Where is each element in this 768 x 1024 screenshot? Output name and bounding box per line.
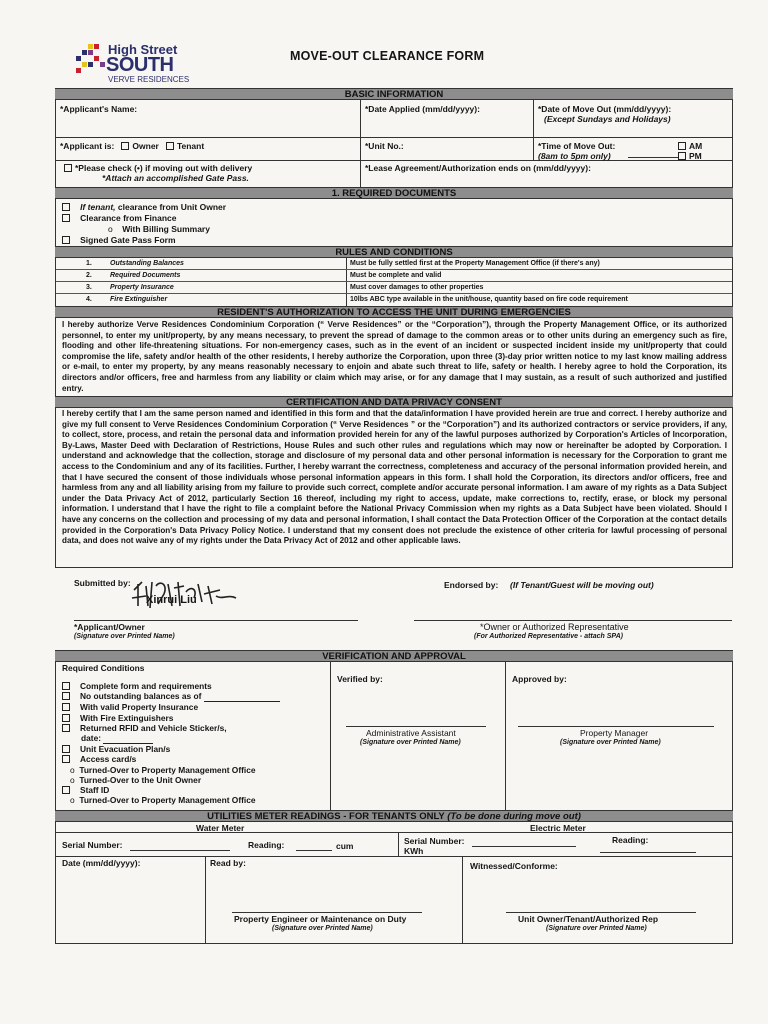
- witnessed-label: Witnessed/Conforme:: [470, 861, 558, 871]
- move-out-date-label: *Date of Move Out (mm/dd/yyyy):: [538, 104, 672, 114]
- tenant-checkbox[interactable]: [166, 142, 174, 150]
- rule-item: Fire Extinguisher: [110, 296, 168, 303]
- water-meter-label: Water Meter: [196, 823, 245, 833]
- rep-label: *Owner or Authorized Representative: [480, 622, 629, 632]
- rule-row: [56, 282, 732, 294]
- unit-no-field[interactable]: [365, 141, 404, 151]
- conditions-list: [62, 681, 280, 805]
- rule-text: Must be fully settled first at the Property Management Office (if there's any): [350, 260, 600, 267]
- divider: [55, 856, 733, 857]
- basic-info-header: BASIC INFORMATION: [55, 88, 733, 100]
- admin-asst-sub: (Signature over Printed Name): [360, 739, 461, 746]
- rule-number: 1.: [86, 260, 92, 267]
- rule-number: 3.: [86, 284, 92, 291]
- rep-signature-line: [414, 620, 732, 621]
- condition-item[interactable]: [62, 754, 280, 764]
- divider: [360, 100, 361, 187]
- pm-label: PM: [689, 151, 702, 161]
- am-option[interactable]: [678, 141, 702, 151]
- divider: [462, 856, 463, 944]
- sub-item-label: Turned-Over to Property Management Office: [79, 764, 256, 775]
- unit-no-label: *Unit No.:: [365, 141, 404, 151]
- rfid-date-line[interactable]: [103, 733, 153, 744]
- condition-checkbox[interactable]: [62, 703, 70, 711]
- condition-item[interactable]: [62, 681, 280, 691]
- electric-serial-label: Serial Number:: [404, 836, 465, 846]
- rule-text: Must cover damages to other properties: [350, 284, 484, 291]
- utilities-header-note: (To be done during move out): [447, 811, 581, 822]
- condition-item[interactable]: [62, 691, 280, 702]
- doc-item-label: Clearance from Finance: [80, 213, 177, 223]
- doc-checkbox[interactable]: [62, 214, 70, 222]
- water-serial-label: Serial Number:: [62, 840, 123, 850]
- approved-signature-line[interactable]: [518, 726, 714, 727]
- logo-block: [94, 56, 99, 61]
- logo-line1: High Street: [108, 42, 178, 57]
- divider: [398, 832, 399, 856]
- logo-block: [88, 44, 93, 49]
- condition-label: With Fire Extinguishers: [79, 712, 174, 723]
- am-checkbox[interactable]: [678, 142, 686, 150]
- gate-pass-note: *Attach an accomplished Gate Pass.: [102, 173, 249, 183]
- rep-sub-label: (For Authorized Representative - attach SPA): [474, 633, 623, 640]
- privacy-text: I hereby certify that I am the same person named and identified in this form and that the data/information I have provided herein are true and correct. I hereby authorize and give my full consent to Verve Residences Condominium Corporation (“ Verve Residences ” or the “Corporation”) and its authorized contractors or service providers, if any, to collect, store, process, and retain the personal data and information provided herein for any of the lawful purposes authorized by Corporation's Articles of Incorporation, By-Laws, Master Deed with Declaration of Restrictions, House Rules and such other rules and regulations which may now or hereinafter be adopted by Corporation. I understand and acknowledge that the collection, storage and disclosure of my personal data and other personal information is necessary for the Corporation to grant me access to the Condominium and any of its facilities. Further, I hereby warrant the correctness, completeness and accuracy of the personal information provided herein, and that I have secured the consent of those individuals whose personal information appears in this form. I shall hold the Corporation, its directors and/or officers, free and harmless from any and all liability arising from my failure to provide such correct, complete and/or accurate personal information. I am aware of my rights as a Data Subject under the Data Privacy Act of 2012, particularly Section 16 thereof, including my right to access, update, make corrections to, rectify, erase, or block my personal information. I understand that I have the right to file a complaint before the National Privacy Commission when my rights as a Data Subject have been violated. Should I have any concerns on the collection and processing of my data and personal information, I shall contact the Data Protection Officer of the Corporation at the contact details provided in the Corporation's Data Privacy Policy Notice. I understand that my consent does not preclude the existence of other criteria for lawful processing of personal data, and does not waive any of my rights under the Data Privacy Act of 2012 and other applicable laws.: [62, 409, 727, 546]
- doc-item-label: Signed Gate Pass Form: [80, 235, 176, 245]
- rule-number: 4.: [86, 296, 92, 303]
- condition-label: With valid Property Insurance: [79, 702, 199, 713]
- unit-owner-sub: (Signature over Printed Name): [546, 925, 647, 932]
- logo-block: [82, 50, 87, 55]
- condition-item[interactable]: [62, 744, 280, 754]
- divider: [55, 832, 733, 833]
- logo: [76, 42, 196, 86]
- applicant-signature-line: [74, 620, 358, 621]
- rule-row: [56, 270, 732, 282]
- electric-reading-label: Reading:: [612, 835, 649, 845]
- condition-label: Returned RFID and Vehicle Sticker/s,: [79, 722, 227, 733]
- staff-sub-item: [62, 795, 280, 805]
- owner-signature-line[interactable]: [506, 912, 696, 913]
- water-unit-label: cum: [336, 841, 354, 851]
- owner-checkbox[interactable]: [121, 142, 129, 150]
- applicant-name-field[interactable]: [60, 104, 137, 114]
- doc-subitem-label: With Billing Summary: [122, 224, 210, 234]
- am-label: AM: [689, 141, 703, 151]
- utilities-header-main: UTILITIES METER READINGS - FOR TENANTS ONLY: [207, 811, 445, 822]
- bullet-icon: o: [108, 224, 113, 234]
- condition-item[interactable]: [62, 785, 280, 795]
- applicant-name-label: *Applicant's Name:: [60, 104, 138, 114]
- lease-end-label: *Lease Agreement/Authorization ends on (mm/dd/yyyy):: [365, 163, 591, 173]
- prop-mgr-label: Property Manager: [580, 728, 649, 738]
- privacy-header: CERTIFICATION AND DATA PRIVACY CONSENT: [55, 396, 733, 408]
- divider: [55, 137, 733, 138]
- engineer-sub: (Signature over Printed Name): [272, 925, 373, 932]
- sub-item-label: Turned-Over to the Unit Owner: [79, 774, 202, 785]
- rule-text: 10lbs ABC type available in the unit/house, quantity based on fire code requirement: [350, 296, 628, 303]
- condition-item[interactable]: [62, 713, 280, 723]
- condition-label: Complete form and requirements: [79, 681, 212, 691]
- rule-item: Property Insurance: [110, 284, 174, 291]
- move-out-date-field[interactable]: [538, 104, 671, 124]
- water-serial-input[interactable]: [130, 850, 230, 851]
- unit-owner-label: Unit Owner/Tenant/Authorized Rep: [518, 914, 659, 924]
- date-label: date:: [81, 733, 102, 744]
- verified-signature-line[interactable]: [346, 726, 486, 727]
- logo-block: [88, 62, 93, 67]
- rule-row: [56, 294, 732, 306]
- access-sub-item: [62, 775, 280, 785]
- rfid-date[interactable]: [62, 733, 280, 744]
- water-reading-label: Reading:: [248, 840, 285, 850]
- delivery-label: *Please check (•) if moving out with delivery: [75, 163, 253, 173]
- logo-line2: SOUTH: [106, 54, 174, 76]
- condition-checkbox[interactable]: [62, 755, 70, 763]
- lease-end-field[interactable]: [365, 163, 591, 173]
- endorsed-note: (If Tenant/Guest will be moving out): [510, 580, 654, 590]
- verified-by-label: Verified by:: [337, 674, 383, 684]
- access-sub-item: [62, 765, 280, 775]
- date-applied-label: *Date Applied (mm/dd/yyyy):: [365, 104, 480, 114]
- logo-block: [94, 44, 99, 49]
- rules-header: RULES AND CONDITIONS: [55, 246, 733, 258]
- utilities-header: [55, 810, 733, 822]
- applicant-is-label: *Applicant is:: [60, 141, 115, 151]
- condition-checkbox[interactable]: [62, 745, 70, 753]
- engineer-label: Property Engineer or Maintenance on Duty: [234, 914, 407, 924]
- condition-checkbox[interactable]: [62, 714, 70, 722]
- logo-block: [82, 62, 87, 67]
- tenant-label: Tenant: [176, 141, 205, 151]
- delivery-field: [64, 163, 252, 183]
- divider: [533, 100, 534, 160]
- rule-row: [56, 258, 732, 270]
- reading-date-label: Date (mm/dd/yyyy):: [62, 858, 141, 868]
- rule-item: Outstanding Balances: [110, 260, 184, 267]
- logo-block: [100, 62, 105, 67]
- condition-label: Staff ID: [79, 785, 110, 796]
- approved-by-label: Approved by:: [512, 674, 567, 684]
- logo-line3: VERVE RESIDENCES: [108, 75, 190, 84]
- balance-date-line[interactable]: [204, 691, 280, 702]
- doc-item-finance-clearance[interactable]: [62, 213, 226, 224]
- divider: [505, 662, 506, 810]
- condition-checkbox[interactable]: [62, 724, 70, 732]
- divider: [330, 662, 331, 810]
- required-docs-list: [62, 202, 226, 246]
- time-note: (8am to 5pm only): [538, 151, 611, 161]
- rule-text: Must be complete and valid: [350, 272, 442, 279]
- verification-header: VERIFICATION AND APPROVAL: [55, 650, 733, 662]
- time-move-out-field: [538, 141, 728, 161]
- sub-item-label: Turned-Over to Property Management Office: [79, 795, 256, 806]
- date-applied-field[interactable]: [365, 104, 480, 114]
- prop-mgr-sub: (Signature over Printed Name): [560, 739, 661, 746]
- logo-block: [88, 50, 93, 55]
- doc-item-owner-clearance[interactable]: [62, 202, 226, 213]
- doc-item-label: clearance from Unit Owner: [115, 202, 227, 212]
- authorization-header: RESIDENT'S AUTHORIZATION TO ACCESS THE UNIT DURING EMERGENCIES: [55, 306, 733, 318]
- electric-reading-input[interactable]: [600, 852, 696, 853]
- condition-label: Unit Evacuation Plan/s: [79, 744, 171, 755]
- bullet-icon: o: [70, 795, 75, 806]
- doc-item-prefix: If tenant,: [80, 202, 116, 212]
- water-reading-input[interactable]: [296, 850, 332, 851]
- move-out-date-note: (Except Sundays and Holidays): [544, 114, 671, 124]
- electric-meter-label: Electric Meter: [530, 823, 586, 833]
- required-docs-header: 1. REQUIRED DOCUMENTS: [55, 187, 733, 199]
- signer-name: Xinrui Liu: [146, 594, 197, 606]
- engineer-signature-line[interactable]: [232, 912, 422, 913]
- admin-asst-label: Administrative Assistant: [366, 728, 456, 738]
- doc-subitem-billing: [62, 224, 226, 235]
- condition-item[interactable]: [62, 723, 280, 733]
- condition-label: No outstanding balances as of: [79, 691, 202, 702]
- bullet-icon: o: [70, 774, 75, 785]
- time-underline: [628, 157, 678, 158]
- delivery-checkbox[interactable]: [64, 164, 72, 172]
- submitted-by-label: Submitted by:: [74, 578, 131, 588]
- authorization-text: I hereby authorize Verve Residences Condominium Corporation (“ Verve Residences” or the “Corporation”), through the Property Management Office, or its authorized personnel, to enter my unit/property, by any means necessary, to prevent the spread of damage to the common areas or to other units during an emergency such as fire, flooding and other life-threatening situations. For non-emergency cases, such as in the event of an incident or suspected incident inside my unit/property that could compromise the life, safety and/or health of the other residents, I hereby authorize the Corporation, upon three (3)-day prior written notice to my last know mailing address or e-mail, to enter my property, by any means reasonably necessary to enjoin and abate such threat to life, safety or health. I hereby agree to hold the Corporation, its directors and/or officers, free and harmless from any liability or claim which may arise, or for any damage that I may sustain, as a result of such authorized and justified entry.: [62, 320, 727, 393]
- required-conditions-title: Required Conditions: [62, 663, 145, 673]
- rule-item: Required Documents: [110, 272, 181, 279]
- doc-checkbox[interactable]: [62, 236, 70, 244]
- electric-serial-input[interactable]: [472, 846, 576, 847]
- condition-checkbox[interactable]: [62, 682, 70, 690]
- applicant-owner-label: *Applicant/Owner: [74, 622, 145, 632]
- bullet-icon: o: [70, 764, 75, 775]
- rule-number: 2.: [86, 272, 92, 279]
- logo-block: [76, 68, 81, 73]
- condition-item[interactable]: [62, 702, 280, 712]
- logo-block: [76, 56, 81, 61]
- endorsed-by-label: Endorsed by:: [444, 580, 499, 590]
- doc-checkbox[interactable]: [62, 203, 70, 211]
- read-by-label: Read by:: [210, 858, 246, 868]
- form-title: MOVE-OUT CLEARANCE FORM: [290, 49, 485, 63]
- owner-label: Owner: [132, 141, 159, 151]
- divider: [205, 856, 206, 944]
- pm-option[interactable]: [678, 151, 702, 161]
- pm-checkbox[interactable]: [678, 152, 686, 160]
- time-move-out-label: *Time of Move Out:: [538, 141, 616, 151]
- applicant-sub-label: (Signature over Printed Name): [74, 633, 175, 640]
- condition-checkbox[interactable]: [62, 692, 70, 700]
- electric-unit-label: KWh: [404, 846, 424, 856]
- condition-label: Access card/s: [79, 754, 137, 765]
- doc-item-gate-pass[interactable]: [62, 235, 226, 246]
- condition-checkbox[interactable]: [62, 786, 70, 794]
- applicant-is-field: [60, 141, 204, 151]
